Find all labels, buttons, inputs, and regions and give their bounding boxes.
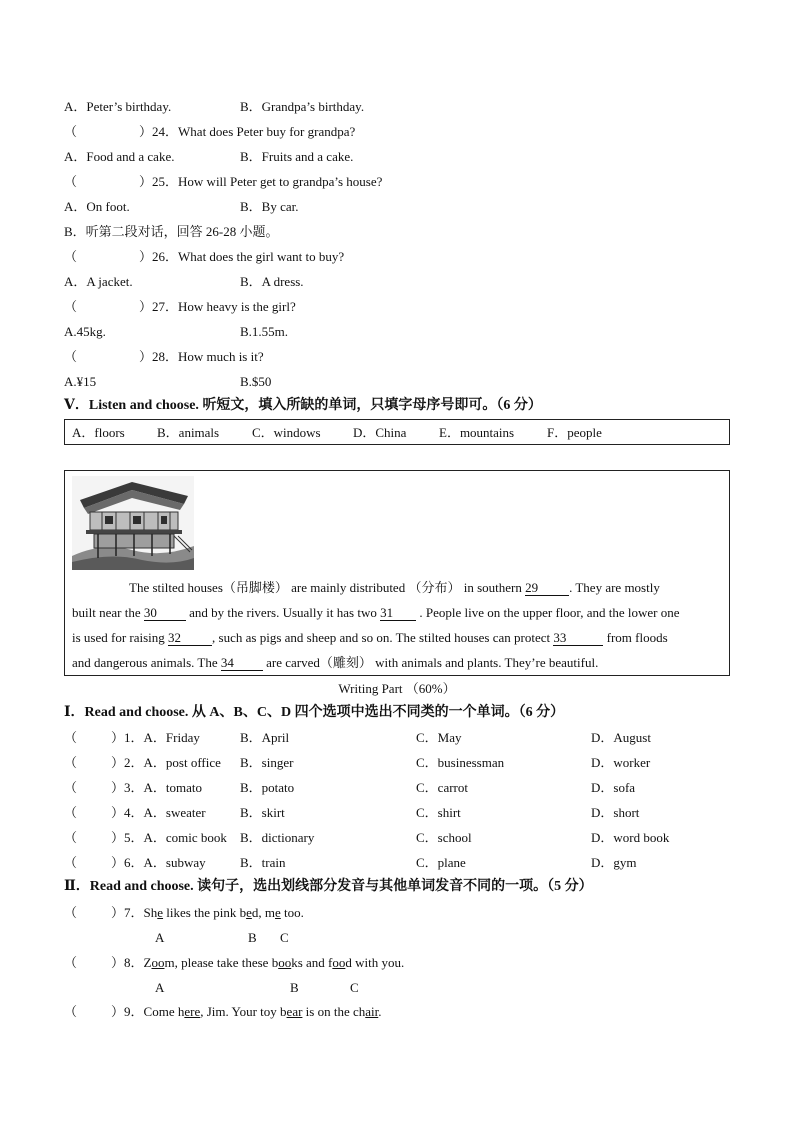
question-number: ）24．	[139, 124, 179, 139]
underlined-part: e	[275, 905, 281, 920]
option-b: B．skirt	[240, 805, 285, 820]
label-b: B	[248, 930, 257, 945]
q26-option-a: A．A jacket.	[64, 274, 133, 289]
question-26	[64, 249, 344, 265]
word-bank-item: C．windows	[252, 425, 321, 440]
option-b: B．singer	[240, 755, 294, 770]
option-c: C．plane	[416, 855, 466, 870]
option-c: C．May	[416, 730, 462, 745]
question-row: （ ）1．A．Friday	[64, 730, 200, 745]
underlined-part: ear	[286, 1004, 303, 1019]
question-text: How much is it?	[178, 349, 264, 364]
q28-option-b: B.$50	[240, 374, 272, 389]
q25-option-a: A．On foot.	[64, 199, 130, 214]
passage-line-1: The stilted houses（吊脚楼） are mainly distributed （分布） in southern 29 . They are mostly	[129, 580, 660, 595]
option-b: B．train	[240, 855, 286, 870]
q26-option-b: B．A dress.	[240, 274, 304, 289]
section-heading-en: Ⅰ．Read and choose.	[64, 705, 189, 720]
underlined-part: oo	[151, 955, 165, 970]
question-28	[64, 349, 264, 365]
question-row: （ ）2．A．post office	[64, 755, 221, 770]
option-c: C．carrot	[416, 780, 468, 795]
label-c: C	[350, 980, 359, 995]
passage-line-3: is used for raising 32 , such as pigs and sheep and so on. The stilted houses can protect 33 from floods	[72, 630, 668, 645]
blank-29: 29	[525, 581, 569, 596]
section-heading-en: Ⅴ．Listen and choose.	[64, 398, 199, 413]
option-b: B．dictionary	[240, 830, 315, 845]
word-bank-item: E．mountains	[439, 425, 515, 440]
writing-part-title: Writing Part （60%）	[338, 681, 456, 696]
section-5-heading	[64, 398, 542, 414]
answer-paren: （	[64, 299, 78, 314]
question-8: （ ）8．Zoom, please take these books and food with you.	[64, 955, 405, 970]
question-24	[64, 124, 355, 140]
q28-option-a: A.¥15	[64, 374, 97, 389]
section-heading-cn: 读句子，选出划线部分发音与其他单词发音不同的一项。（5 分）	[197, 879, 593, 894]
q23-option-b: B．Grandpa’s birthday.	[240, 99, 365, 114]
underlined-part: ere	[184, 1004, 201, 1019]
question-number: ）27．	[139, 299, 179, 314]
underlined-part: e	[246, 905, 252, 920]
word-bank-item: F．people	[547, 425, 602, 440]
answer-paren: （	[64, 249, 78, 264]
option-d: D．worker	[591, 755, 651, 770]
option-b: B．April	[240, 730, 290, 745]
blank-33: 33	[553, 631, 603, 646]
word-bank-box	[64, 419, 730, 445]
underlined-part: oo	[332, 955, 346, 970]
blank-30: 30	[144, 606, 186, 621]
question-text: What does Peter buy for grandpa?	[178, 124, 356, 139]
part-b-instruction: B．听第二段对话，回答 26-28 小题。	[64, 224, 279, 239]
underlined-part: air	[365, 1004, 379, 1019]
section-heading-cn: 从 A、B、C、D 四个选项中选出不同类的一个单词。（6 分）	[191, 705, 565, 720]
answer-paren: （	[64, 174, 78, 189]
option-c: C．school	[416, 830, 472, 845]
q27-option-b: B.1.55m.	[240, 324, 289, 339]
label-a: A	[155, 930, 165, 945]
question-number: ）26．	[139, 249, 179, 264]
question-row: （ ）4．A．sweater	[64, 805, 206, 820]
question-text: How will Peter get to grandpa’s house?	[178, 174, 383, 189]
answer-paren: （	[64, 124, 78, 139]
answer-paren: （	[64, 349, 78, 364]
question-7: （ ）7．She likes the pink bed, me too.	[64, 905, 304, 920]
option-d: D．August	[591, 730, 651, 745]
passage-line-2: built near the 30 and by the rivers. Usually it has two 31 . People live on the upper floor, and the lower one	[72, 605, 680, 620]
option-d: D．word book	[591, 830, 670, 845]
option-b: B．potato	[240, 780, 295, 795]
q23-option-a: A．Peter’s birthday.	[64, 99, 172, 114]
underlined-part: e	[157, 905, 164, 920]
label-c: C	[280, 930, 289, 945]
underlined-part: oo	[278, 955, 292, 970]
question-row: （ ）6．A．subway	[64, 855, 206, 870]
option-c: C．businessman	[416, 755, 505, 770]
option-d: D．gym	[591, 855, 637, 870]
question-row: （ ）3．A．tomato	[64, 780, 203, 795]
q27-option-a: A.45kg.	[64, 324, 106, 339]
label-b: B	[290, 980, 299, 995]
question-9: （ ）9．Come here, Jim. Your toy bear is on the chair.	[64, 1004, 382, 1019]
question-text: What does the girl want to buy?	[178, 249, 345, 264]
word-bank-item: D．China	[353, 425, 407, 440]
blank-34: 34	[221, 656, 263, 671]
stilted-house-image	[72, 476, 194, 570]
section-heading-cn: 听短文，填入所缺的单词，只填字母序号即可。（6 分）	[202, 398, 542, 413]
question-25	[64, 174, 382, 190]
q25-option-b: B．By car.	[240, 199, 299, 214]
option-d: D．sofa	[591, 780, 636, 795]
question-number: ）25．	[139, 174, 179, 189]
blank-32: 32	[168, 631, 212, 646]
blank-31: 31	[380, 606, 416, 621]
section-2-heading	[64, 879, 593, 895]
question-text: How heavy is the girl?	[178, 299, 296, 314]
question-27	[64, 299, 296, 315]
option-c: C．shirt	[416, 805, 461, 820]
label-a: A	[155, 980, 165, 995]
word-bank-item: A．floors	[72, 425, 125, 440]
question-number: ）28．	[139, 349, 179, 364]
passage-line-4: and dangerous animals. The 34 are carved（雕刻） with animals and plants. They’re beautiful.	[72, 655, 599, 670]
option-d: D．short	[591, 805, 640, 820]
question-row: （ ）5．A．comic book	[64, 830, 227, 845]
q24-option-a: A．Food and a cake.	[64, 149, 175, 164]
section-1-heading	[64, 705, 564, 721]
q24-option-b: B．Fruits and a cake.	[240, 149, 354, 164]
section-heading-en: Ⅱ．Read and choose.	[64, 879, 194, 894]
word-bank-item: B．animals	[157, 425, 220, 440]
